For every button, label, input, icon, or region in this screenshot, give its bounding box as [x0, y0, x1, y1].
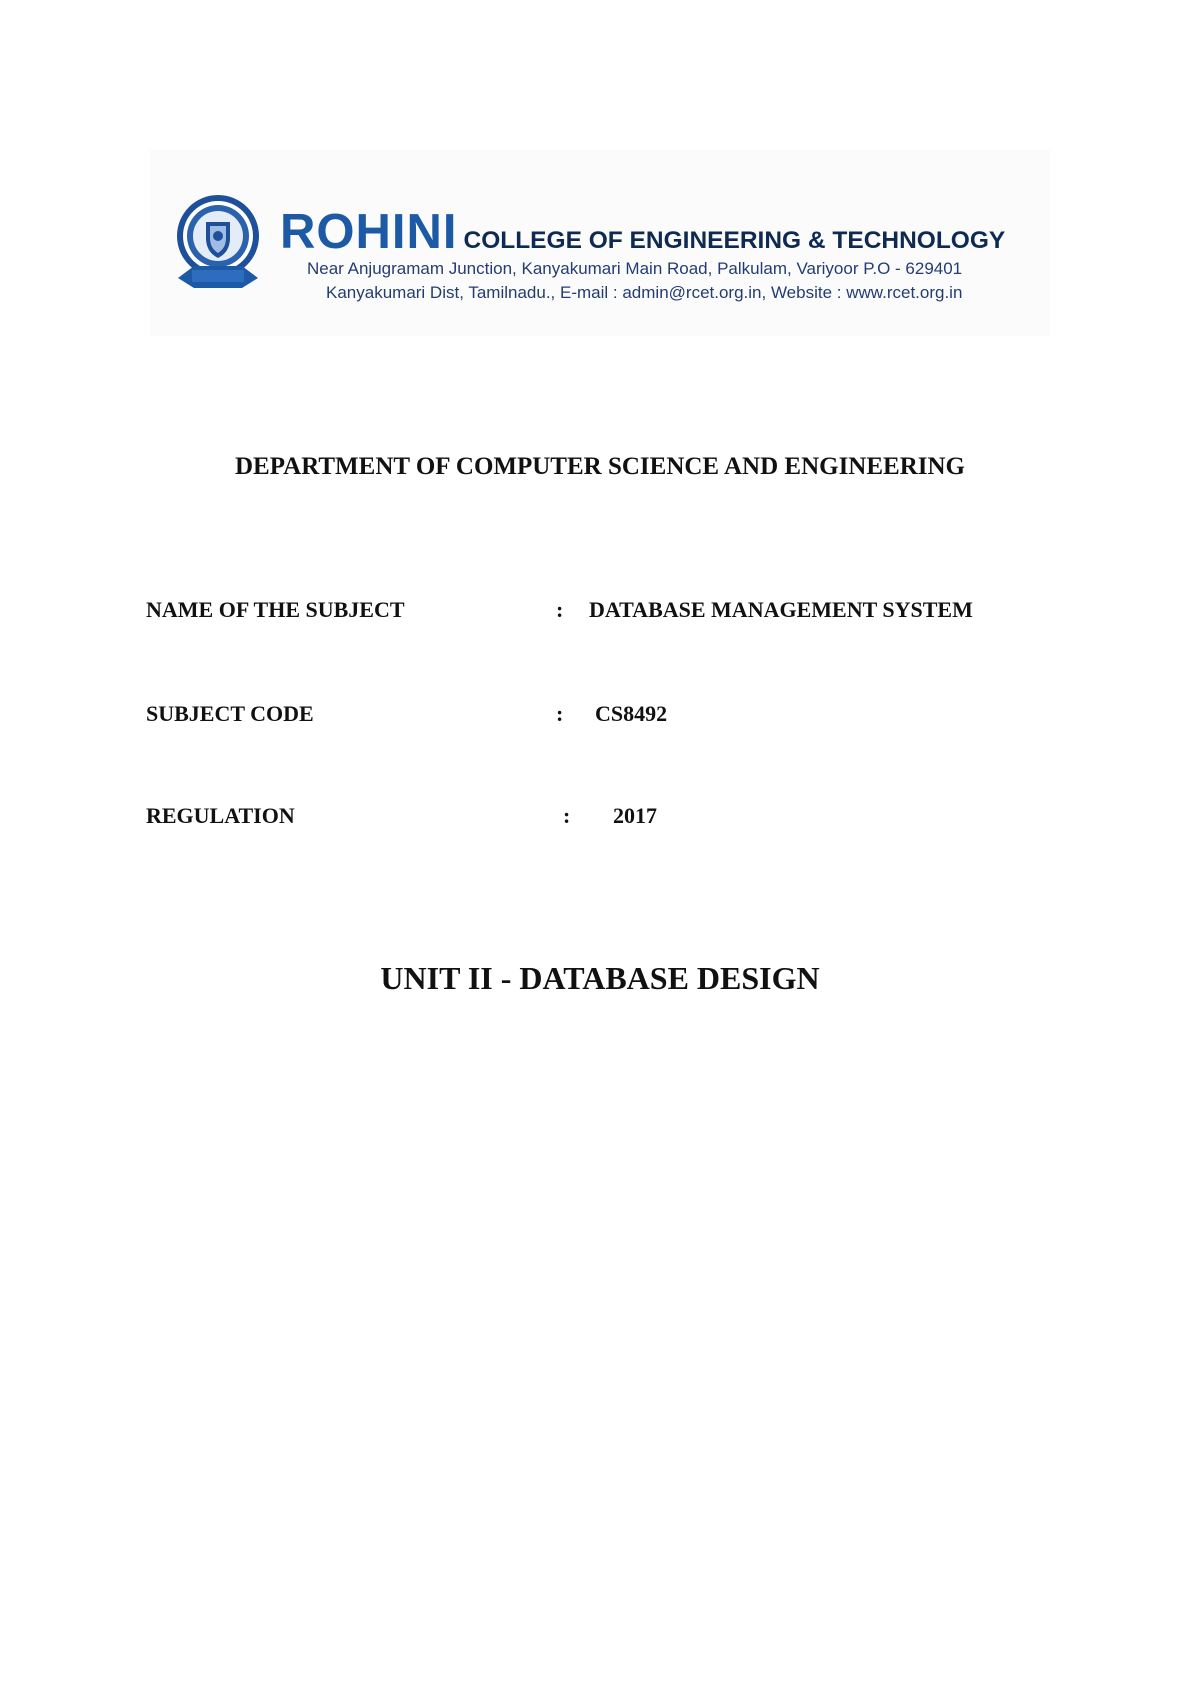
regulation-label: REGULATION: [146, 803, 295, 828]
subject-name-label: NAME OF THE SUBJECT: [146, 597, 405, 622]
college-seal-icon: [172, 192, 264, 304]
regulation-separator: :: [563, 803, 571, 828]
address-line-1: Near Anjugramam Junction, Kanyakumari Main Road, Palkulam, Variyoor P.O - 629401: [307, 259, 963, 278]
college-name: [280, 205, 1006, 259]
letterhead: [150, 150, 1050, 336]
subject-name-separator: :: [556, 597, 564, 622]
unit-title: UNIT II - DATABASE DESIGN: [380, 960, 820, 996]
brand-name: ROHINI: [280, 205, 458, 259]
subject-code-value: CS8492: [595, 701, 668, 726]
regulation-value: 2017: [613, 803, 657, 828]
department-heading: DEPARTMENT OF COMPUTER SCIENCE AND ENGINEERING: [235, 453, 965, 480]
subject-code-separator: :: [556, 701, 564, 726]
address-line-2: Kanyakumari Dist, Tamilnadu., E-mail : admin@rcet.org.in, Website : www.rcet.org.in: [326, 283, 963, 302]
subject-name-value: DATABASE MANAGEMENT SYSTEM: [589, 597, 973, 622]
subject-code-label: SUBJECT CODE: [146, 701, 314, 726]
brand-subtitle: COLLEGE OF ENGINEERING & TECHNOLOGY: [463, 227, 1006, 254]
